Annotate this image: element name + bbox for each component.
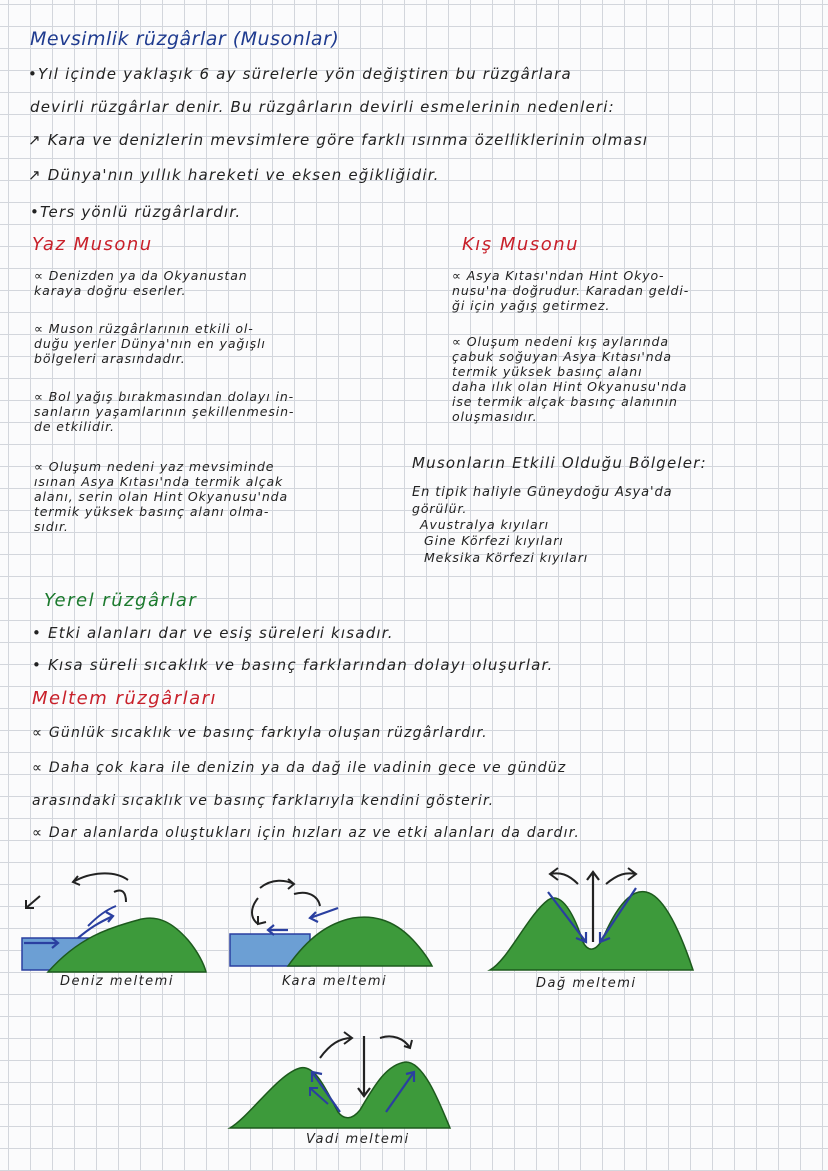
regions-line: Meksika Körfezi kıyıları: [424, 550, 589, 565]
breeze-item: arasındaki sıcaklık ve basınç farklarıyla kendini gösterir.: [32, 793, 495, 809]
land-breeze-caption: Kara meltemi: [282, 974, 388, 989]
breeze-item: ∝ Günlük sıcaklık ve basınç farkıyla oluşan rüzgârlardır.: [32, 725, 488, 741]
summer-item-line: termik yüksek basınç alanı olma-: [34, 504, 270, 519]
summer-item-line: bölgeleri arasındadır.: [34, 351, 186, 366]
summer-item-line: sanların yaşamlarının şekillenmesin-: [34, 404, 295, 419]
summer-item-line: ∝ Muson rüzgârlarının etkili ol-: [34, 321, 254, 336]
intro-line: •Ters yönlü rüzgârlardır.: [30, 203, 242, 221]
winter-heading: Kış Musonu: [462, 234, 580, 255]
regions-heading: Musonların Etkili Olduğu Bölgeler:: [412, 454, 707, 472]
winter-item-line: ise termik alçak basınç alanının: [452, 394, 678, 409]
breeze-item: ∝ Dar alanlarda oluştukları için hızları az ve etki alanları da dardır.: [32, 825, 581, 841]
summer-item-line: ∝ Denizden ya da Okyanustan: [34, 268, 248, 283]
breeze-heading: Meltem rüzgârları: [32, 688, 218, 709]
intro-line: •Yıl içinde yaklaşık 6 ay sürelerle yön değiştiren bu rüzgârlara: [28, 65, 572, 83]
sea-breeze-caption: Deniz meltemi: [60, 974, 174, 989]
intro-line: devirli rüzgârlar denir. Bu rüzgârların devirli esmelerinin nedenleri:: [30, 98, 615, 116]
winter-item-line: nusu'na doğrudur. Karadan geldi-: [452, 283, 690, 298]
local-item: • Kısa süreli sıcaklık ve basınç farklarından dolayı oluşurlar.: [32, 656, 554, 674]
summer-item-line: ∝ Oluşum nedeni yaz mevsiminde: [34, 459, 275, 474]
summer-item-line: alanı, serin olan Hint Okyanusu'nda: [34, 489, 289, 504]
summer-item-line: ∝ Bol yağış bırakmasından dolayı in-: [34, 389, 295, 404]
valley-breeze-caption: Vadi meltemi: [306, 1132, 410, 1147]
winter-item-line: ği için yağış getirmez.: [452, 298, 611, 313]
winter-item-line: ∝ Asya Kıtası'ndan Hint Okyo-: [452, 268, 665, 283]
land-breeze-illustration: [228, 868, 438, 980]
winter-item-line: çabuk soğuyan Asya Kıtası'nda: [452, 349, 672, 364]
winter-item-line: ∝ Oluşum nedeni kış aylarında: [452, 334, 669, 349]
summer-item-line: sıdır.: [34, 519, 69, 534]
page-title: Mevsimlik rüzgârlar (Musonlar): [30, 28, 340, 50]
local-item: • Etki alanları dar ve esiş süreleri kısadır.: [32, 624, 394, 642]
winter-item-line: oluşmasıdır.: [452, 409, 538, 424]
intro-line: ↗ Kara ve denizlerin mevsimlere göre farklı ısınma özelliklerinin olması: [28, 131, 649, 149]
winter-item-line: termik yüksek basınç alanı: [452, 364, 643, 379]
intro-line: ↗ Dünya'nın yıllık hareketi ve eksen eğikliğidir.: [28, 166, 440, 184]
summer-item-line: karaya doğru eserler.: [34, 283, 187, 298]
summer-heading: Yaz Musonu: [32, 234, 153, 255]
summer-item-line: ısınan Asya Kıtası'nda termik alçak: [34, 474, 284, 489]
summer-item-line: duğu yerler Dünya'nın en yağışlı: [34, 336, 266, 351]
breeze-item: ∝ Daha çok kara ile denizin ya da dağ ile vadinin gece ve gündüz: [32, 760, 567, 776]
summer-item-line: de etkilidir.: [34, 419, 115, 434]
local-heading: Yerel rüzgârlar: [44, 590, 198, 611]
mountain-breeze-illustration: [488, 860, 700, 975]
winter-item-line: daha ılık olan Hint Okyanusu'nda: [452, 379, 688, 394]
regions-line: En tipik haliyle Güneydoğu Asya'da: [412, 485, 673, 500]
regions-line: Avustralya kıyıları: [420, 517, 550, 532]
regions-line: Gine Körfezi kıyıları: [424, 533, 564, 548]
sea-breeze-illustration: [18, 868, 213, 980]
regions-line: görülür.: [412, 501, 468, 516]
mountain-breeze-caption: Dağ meltemi: [536, 976, 637, 991]
valley-breeze-illustration: [228, 1024, 453, 1134]
